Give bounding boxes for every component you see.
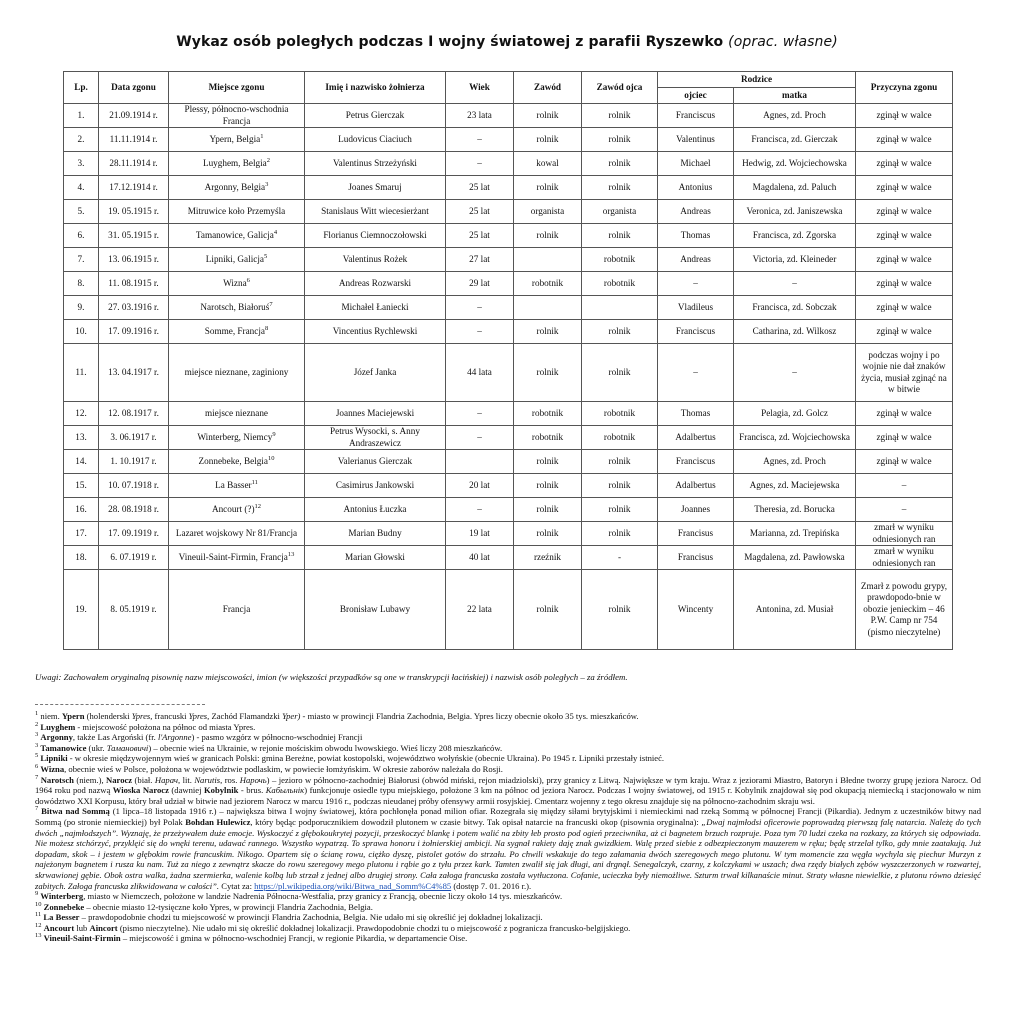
title-main: Wykaz osób poległych podczas I wojny światowej z parafii Ryszewko: [176, 34, 724, 50]
cell-wiek: 22 lata: [446, 570, 514, 650]
cell-zawod: rolnik: [514, 224, 582, 248]
cell-wiek: 29 lat: [446, 272, 514, 296]
cell-lp: 5.: [64, 200, 99, 224]
footnote-ref: 12: [254, 502, 262, 510]
footnote-number: 2: [35, 720, 39, 728]
footnote-ref: 8: [264, 324, 269, 332]
footnote-ref: 3: [265, 180, 269, 188]
cell-miejsce: Luyghem, Belgia$^2$: [169, 152, 305, 176]
footnote-ref: 1: [260, 132, 264, 140]
cell-matka: Francisca, zd. Gierczak: [734, 128, 856, 152]
cell-ojciec: –: [658, 344, 734, 402]
cell-zawod: rolnik: [514, 522, 582, 546]
cell-imie: Vincentius Rychlewski: [305, 320, 446, 344]
wikipedia-link[interactable]: https://pl.wikipedia.org/wiki/Bitwa_nad_Somm%C4%85: [254, 880, 452, 891]
cell-zawod-ojca: rolnik: [582, 570, 658, 650]
header-rodzice: Rodzice: [658, 72, 856, 88]
cell-ojciec: Vladileus: [658, 296, 734, 320]
cell-przyczyna: zginął w walce: [856, 152, 953, 176]
table-row: [64, 224, 953, 248]
table-row: [64, 248, 953, 272]
header-wiek: Wiek: [446, 72, 514, 104]
cell-miejsce: Francja: [169, 570, 305, 650]
cell-ojciec: Michael: [658, 152, 734, 176]
cell-zawod: rolnik: [514, 176, 582, 200]
header-lp: Lp.: [64, 72, 99, 104]
cell-wiek: –: [446, 320, 514, 344]
cell-matka: Hedwig, zd. Wojciechowska: [734, 152, 856, 176]
header-imie: Imię i nazwisko żołnierza: [305, 72, 446, 104]
footnote: [35, 743, 981, 754]
footnote-text: Ancourt lub Aincort (pismo nieczytelne). Nie udało mi się określić dokładnej lokalizacji. Prawdopodobnie chodzi tu o miejscowość z pogranicza francusko-belgijskiego.: [43, 922, 631, 933]
cell-zawod: organista: [514, 200, 582, 224]
cell-matka: Magdalena, zd. Paluch: [734, 176, 856, 200]
cell-zawod: rolnik: [514, 344, 582, 402]
cell-zawod-ojca: -: [582, 546, 658, 570]
footnote-text: Lipniki - w okresie międzywojennym wieś w granicach Polski: gmina Bereżne, powiat kostopolski, województwo wołyńskie (obecnie Ukraina). Po 1945 r. Lipniki przestały istnieć.: [40, 753, 665, 764]
cell-zawod-ojca: [582, 296, 658, 320]
cell-przyczyna: zginął w walce: [856, 224, 953, 248]
cell-zawod-ojca: rolnik: [582, 224, 658, 248]
cell-data: 8. 05.1919 r.: [99, 570, 169, 650]
cell-zawod-ojca: rolnik: [582, 152, 658, 176]
cell-zawod: rolnik: [514, 104, 582, 128]
cell-ojciec: Franciscus: [658, 320, 734, 344]
footnote-ref: 13: [287, 550, 295, 558]
cell-data: 27. 03.1916 r.: [99, 296, 169, 320]
cell-zawod-ojca: rolnik: [582, 344, 658, 402]
footnote-number: 1: [35, 710, 39, 718]
cell-matka: Francisca, zd. Sobczak: [734, 296, 856, 320]
footnote: [35, 923, 981, 934]
cell-ojciec: Thomas: [658, 224, 734, 248]
cell-przyczyna: zginął w walce: [856, 426, 953, 450]
footnotes: [35, 711, 981, 944]
cell-wiek: 25 lat: [446, 200, 514, 224]
cell-zawod-ojca: robotnik: [582, 402, 658, 426]
cell-data: 6. 07.1919 r.: [99, 546, 169, 570]
cell-przyczyna: zginął w walce: [856, 272, 953, 296]
footnote: [35, 711, 981, 722]
cell-imie: Valerianus Gierczak: [305, 450, 446, 474]
cell-imie: Andreas Rozwarski: [305, 272, 446, 296]
footnote-number: 5: [35, 752, 39, 760]
table-row: [64, 344, 953, 402]
table-row: [64, 450, 953, 474]
cell-matka: Francisca, zd. Wojciechowska: [734, 426, 856, 450]
cell-zawod: rolnik: [514, 498, 582, 522]
cell-miejsce: Mitruwice koło Przemyśla: [169, 200, 305, 224]
footnote-text: Argonny, także Las Argoński (fr. l'Argonne) - pasmo wzgórz w północno-wschodniej Francji: [40, 732, 363, 743]
cell-wiek: –: [446, 498, 514, 522]
footnote-separator: [35, 704, 205, 705]
cell-lp: 9.: [64, 296, 99, 320]
cell-zawod-ojca: robotnik: [582, 272, 658, 296]
cell-lp: 4.: [64, 176, 99, 200]
cell-miejsce: Lipniki, Galicja$^5$: [169, 248, 305, 272]
cell-matka: Marianna, zd. Trepińska: [734, 522, 856, 546]
cell-wiek: –: [446, 426, 514, 450]
cell-przyczyna: –: [856, 498, 953, 522]
cell-lp: 2.: [64, 128, 99, 152]
cell-lp: 1.: [64, 104, 99, 128]
cell-imie: Marian Głowski: [305, 546, 446, 570]
footnote-ref: 10: [267, 454, 275, 462]
cell-wiek: –: [446, 128, 514, 152]
cell-wiek: 25 lat: [446, 224, 514, 248]
cell-zawod: rolnik: [514, 320, 582, 344]
table-row: [64, 570, 953, 650]
header-zawod: Zawód: [514, 72, 582, 104]
footnote-ref: 9: [272, 430, 276, 438]
cell-lp: 12.: [64, 402, 99, 426]
cell-data: 19. 05.1915 r.: [99, 200, 169, 224]
header-miejsce: Miejsce zgonu: [169, 72, 305, 104]
cell-przyczyna: Zmarł z powodu grypy, prawdopodo-bnie w obozie jenieckim – 46 P.W. Camp nr 754 (pismo nieczytelne): [856, 570, 953, 650]
cell-imie: Valentinus Strzeżyński: [305, 152, 446, 176]
cell-miejsce: La Basser$^{11}$: [169, 474, 305, 498]
cell-wiek: 27 lat: [446, 248, 514, 272]
cell-wiek: 23 lata: [446, 104, 514, 128]
cell-miejsce: Plessy, północno-wschodnia Francja: [169, 104, 305, 128]
page-title: [0, 34, 1014, 50]
footnote: [35, 732, 981, 743]
table-row: [64, 200, 953, 224]
cell-zawod-ojca: rolnik: [582, 522, 658, 546]
cell-zawod: robotnik: [514, 402, 582, 426]
table-row: [64, 546, 953, 570]
footnote-ref: 11: [251, 478, 258, 486]
header-data: Data zgonu: [99, 72, 169, 104]
cell-matka: Pelagia, zd. Golcz: [734, 402, 856, 426]
cell-lp: 7.: [64, 248, 99, 272]
cell-lp: 11.: [64, 344, 99, 402]
table-row: [64, 296, 953, 320]
table-row: [64, 426, 953, 450]
cell-ojciec: Francisus: [658, 522, 734, 546]
cell-imie: Florianus Ciemnoczołowski: [305, 224, 446, 248]
cell-imie: Petrus Wysocki, s. Anny Andraszewicz: [305, 426, 446, 450]
cell-matka: Francisca, zd. Zgorska: [734, 224, 856, 248]
footnote-number: 6: [35, 763, 39, 771]
cell-miejsce: Wizna$^6$: [169, 272, 305, 296]
cell-ojciec: Wincenty: [658, 570, 734, 650]
cell-lp: 18.: [64, 546, 99, 570]
cell-przyczyna: zginął w walce: [856, 104, 953, 128]
cell-przyczyna: –: [856, 474, 953, 498]
cell-imie: Petrus Gierczak: [305, 104, 446, 128]
cell-wiek: 25 lat: [446, 176, 514, 200]
remarks-note: Uwagi: Zachowałem oryginalną pisownię nazw miejscowości, imion (w większości przypadków są one w transkrypcji łacińskiej) i nazwisk osób poległych – za źródłem.: [35, 672, 628, 682]
cell-lp: 6.: [64, 224, 99, 248]
footnote: [35, 722, 981, 733]
cell-ojciec: –: [658, 272, 734, 296]
cell-matka: Agnes, zd. Proch: [734, 104, 856, 128]
cell-przyczyna: zginął w walce: [856, 128, 953, 152]
cell-przyczyna: podczas wojny i po wojnie nie dał znaków życia, musiał zginąć na w bitwie: [856, 344, 953, 402]
cell-zawod-ojca: organista: [582, 200, 658, 224]
cell-przyczyna: zginął w walce: [856, 248, 953, 272]
cell-przyczyna: zginął w walce: [856, 296, 953, 320]
cell-imie: Valentinus Rożek: [305, 248, 446, 272]
cell-zawod-ojca: rolnik: [582, 474, 658, 498]
cell-lp: 16.: [64, 498, 99, 522]
cell-miejsce: Vineuil-Saint-Firmin, Francja$^{13}$: [169, 546, 305, 570]
header-matka: matka: [734, 88, 856, 104]
footnote-text: Bitwa nad Sommą (1 lipca–18 listopada 1916 r.) – największa bitwa I wojny światowej, która pochłonęła ponad milion ofiar. Rozegrała się między siłami brytyjskimi i niemieckimi nad rzeką Sommą w północnej Francji (Pikardia). Jednym z uczestników bitwy nad Sommą (po stronie niemieckiej) był Polak Bohdan Hulewicz, który będąc podporucznikiem dowodził plutonem w czasie bitwy. Tak opisał natarcie na francuski okop (pisownia oryginalna): „Dwaj najmłodsi oficerowie poprowadzą pierwszą falę natarcia. Należę do tych dwóch „najmłodszych”. Wyznaję, że przeżywałem duże emocje. Wyskoczyć z głębokoukrytej pozycji, przeskoczyć blankę i potem walić na zbity łeb prosto pod ogień przeciwnika, aż ci bagnetem brzuch rozpruje. Poza tym 70 ludzi czeka na rozkazy, za których się odpowiada. Nie możesz stchórzyć, przyklęić się do wnęki terenu, udawać rannego. Wszystko wypatrzą. To sprawa honoru i żołnierskiej ambicji. Na sygnał rakiety daję znak gwizdkiem. Walę przed siebie z odbezpieczonym mauzerem w ręku; będę strzelał tylko, gdy mnie zaatakują. Już dopadam, skok – i jestem w głębokim rowie francuskim. Nikogo. Opartem się o ścianę rowu, ciężko dyszę, pistolet gotów do strzału. Po chwili wskakuje do tego załamania dwóch szeregowych mego plutonu. W tym momencie zza węgła wychyla się piechur Murzyn z najeżonym bagnetem i rusza ku nam. Tuż za niego z zewnątrz skacze do rowu szeregowy mego plutonu i rąbie go z tyłu przez kark. Tamten zwalił się jak długi, ani drgnął. Senegalczyk, czarny, z kolczykami w uszach; dwa rzędy białych zębów wyszczerzonych w rozwartej, skrwawionej gębie. Obok ostra walka, żadna szermierka, walenie kolbą lub strzał z jednej albo drugiej strony. Cała załoga francuska została wytłuczona. Cofanie, ucieczka były niemożliwe. Szturm trwał kilkanaście minut. Straty własne niewielkie, z plutonu równo dziesięć zabitych. Załoga francuska zlikwidowana w całości”. Cytat za: https://pl.wikipedia.org/wiki/Bitwa_nad_Somm%C4%85 (dostęp 7. 01. 2016 r.).: [35, 806, 982, 891]
cell-zawod: rolnik: [514, 450, 582, 474]
cell-wiek: –: [446, 402, 514, 426]
cell-zawod: [514, 248, 582, 272]
footnote-ref: 7: [269, 300, 273, 308]
cell-imie: Casimirus Jankowski: [305, 474, 446, 498]
cell-data: 17. 09.1919 r.: [99, 522, 169, 546]
cell-przyczyna: zmarł w wyniku odniesionych ran: [856, 546, 953, 570]
cell-data: 12. 08.1917 r.: [99, 402, 169, 426]
cell-imie: Michałel Łaniecki: [305, 296, 446, 320]
footnote: [35, 902, 981, 913]
cell-miejsce: Argonny, Belgia$^3$: [169, 176, 305, 200]
cell-data: 13. 04.1917 r.: [99, 344, 169, 402]
cell-zawod-ojca: rolnik: [582, 498, 658, 522]
cell-imie: Antonius Łuczka: [305, 498, 446, 522]
cell-przyczyna: zmarł w wyniku odniesionych ran: [856, 522, 953, 546]
footnote-number: 3: [35, 731, 39, 739]
cell-zawod: rolnik: [514, 570, 582, 650]
cell-lp: 10.: [64, 320, 99, 344]
cell-imie: Józef Janka: [305, 344, 446, 402]
footnote-text: Zonnebeke – obecnie miasto 12-tysięczne koło Ypres, w prowincji Flandria Zachodnia, Belgia.: [43, 901, 373, 912]
cell-miejsce: miejsce nieznane: [169, 402, 305, 426]
cell-matka: Theresia, zd. Borucka: [734, 498, 856, 522]
cell-zawod-ojca: rolnik: [582, 104, 658, 128]
title-sub: (oprac. własne): [728, 34, 838, 50]
cell-imie: Bronisław Lubawy: [305, 570, 446, 650]
cell-matka: Agnes, zd. Maciejewska: [734, 474, 856, 498]
cell-ojciec: Antonius: [658, 176, 734, 200]
footnote-number: 7: [35, 805, 39, 813]
footnote: [35, 912, 981, 923]
footnote-ref: 4: [273, 228, 278, 236]
footnote-ref: 5: [263, 252, 268, 260]
cell-lp: 17.: [64, 522, 99, 546]
cell-data: 21.09.1914 r.: [99, 104, 169, 128]
cell-lp: 8.: [64, 272, 99, 296]
cell-ojciec: Thomas: [658, 402, 734, 426]
cell-data: 31. 05.1915 r.: [99, 224, 169, 248]
cell-data: 10. 07.1918 r.: [99, 474, 169, 498]
cell-imie: Marian Budny: [305, 522, 446, 546]
footnote-ref: 2: [266, 156, 271, 164]
footnote-text: Winterberg, miasto w Niemczech, położone w landzie Nadrenia Północna-Westfalia, przy granicy z Francją, obecnie liczy około 14 tys. mieszkańców.: [40, 891, 563, 902]
footnote-ref: 6: [246, 276, 250, 284]
cell-ojciec: Andreas: [658, 248, 734, 272]
cell-matka: Antonina, zd. Musiał: [734, 570, 856, 650]
cell-lp: 14.: [64, 450, 99, 474]
cell-data: 11.11.1914 r.: [99, 128, 169, 152]
cell-wiek: [446, 450, 514, 474]
footnote-text: La Besser – prawdopodobnie chodzi tu miejscowość w prowincji Flandria Zachodnia, Belgia. Nie udało mi się określić jej dokładnej lokalizacji.: [43, 912, 543, 923]
cell-imie: Stanislaus Witt wiecesierżant: [305, 200, 446, 224]
cell-matka: Victoria, zd. Kleineder: [734, 248, 856, 272]
cell-miejsce: Ancourt (?)$^{12}$: [169, 498, 305, 522]
cell-ojciec: Joannes: [658, 498, 734, 522]
cell-ojciec: Adalbertus: [658, 474, 734, 498]
cell-zawod: rolnik: [514, 128, 582, 152]
footnote-text: Wizna, obecnie wieś w Polsce, położona w województwie podlaskim, w powiecie łomżyńskim. W okresie zaborów należała do Rosji.: [40, 763, 503, 774]
cell-imie: Joannes Maciejewski: [305, 402, 446, 426]
footnote-text: Narotsch (niem.), Narocz (biał. Нарач, lit. Narutis, ros. Нарочь) – jezioro w północno-zachodniej Białorusi (obwód miński, rejon miadziolski), przy granicy z Litwą. Największe w tym kraju. Wraz z jeziorami Miastro, Batoryn i Błedne tworzy grupę jeziora Narocz. Od 1964 roku pod nazwą Wioska Narocz (dawniej Kobylnik - brus. Кабыльнік) funkcjonuje osiedle typu miejskiego, położone 3 km na północ od jeziora Narocz. Podczas I wojny światowej, od 1915 r. Kobylnik znajdował się pod okupacją niemiecką i stacjonowało w nim dowództwo XXI Korpusu, który brał udział w bitwie nad jeziorem Narocz w marcu 1916 r., podczas nieudanej próby ofensywy armii rosyjskiej. Cmentarz wojenny z tego okresu znajduje się na północno-zachodnim skraju wsi.: [35, 774, 981, 806]
cell-matka: –: [734, 272, 856, 296]
cell-miejsce: miejsce nieznane, zaginiony: [169, 344, 305, 402]
table-row: [64, 152, 953, 176]
cell-wiek: 20 lat: [446, 474, 514, 498]
footnote: [35, 764, 981, 775]
cell-lp: 13.: [64, 426, 99, 450]
cell-przyczyna: zginął w walce: [856, 176, 953, 200]
footnote-text: Luyghem - miejscowość położona na północ od miasta Ypres.: [40, 721, 256, 732]
cell-wiek: 44 lata: [446, 344, 514, 402]
footnote: [35, 775, 981, 807]
cell-miejsce: Narotsch, Białoruś$^7$: [169, 296, 305, 320]
table-row: [64, 498, 953, 522]
cell-data: 28.11.1914 r.: [99, 152, 169, 176]
table-row: [64, 320, 953, 344]
cell-wiek: –: [446, 296, 514, 320]
cell-data: 3. 06.1917 r.: [99, 426, 169, 450]
cell-imie: Joanes Smaruj: [305, 176, 446, 200]
cell-matka: Magdalena, zd. Pawłowska: [734, 546, 856, 570]
cell-data: 17. 09.1916 r.: [99, 320, 169, 344]
footnote-number: 7: [35, 773, 39, 781]
cell-ojciec: Francisus: [658, 546, 734, 570]
cell-zawod: rolnik: [514, 474, 582, 498]
cell-zawod: kowal: [514, 152, 582, 176]
table-row: [64, 176, 953, 200]
cell-lp: 3.: [64, 152, 99, 176]
footnote-number: 10: [35, 900, 42, 908]
footnote-number: 11: [35, 911, 42, 919]
cell-data: 28. 08.1918 r.: [99, 498, 169, 522]
footnote: [35, 806, 981, 891]
table-row: [64, 402, 953, 426]
table-row: [64, 128, 953, 152]
cell-matka: Catharina, zd. Wilkosz: [734, 320, 856, 344]
cell-data: 1. 10.1917 r.: [99, 450, 169, 474]
cell-zawod-ojca: rolnik: [582, 128, 658, 152]
cell-matka: Veronica, zd. Janiszewska: [734, 200, 856, 224]
table-row: [64, 104, 953, 128]
cell-zawod-ojca: rolnik: [582, 320, 658, 344]
table-body: [64, 104, 953, 650]
table-row: [64, 474, 953, 498]
cell-matka: Agnes, zd. Proch: [734, 450, 856, 474]
cell-zawod: robotnik: [514, 272, 582, 296]
cell-ojciec: Adalbertus: [658, 426, 734, 450]
cell-miejsce: Ypern, Belgia$^1$: [169, 128, 305, 152]
footnote-number: 9: [35, 890, 39, 898]
cell-przyczyna: zginął w walce: [856, 320, 953, 344]
cell-matka: –: [734, 344, 856, 402]
footnote-text: Tamanowice (ukr. Тамановичі) – obecnie wieś na Ukrainie, w rejonie mościskim obwodu lwowskiego. Wieś liczy 208 mieszkańców.: [40, 742, 503, 753]
cell-miejsce: Tamanowice, Galicja$^4$: [169, 224, 305, 248]
cell-ojciec: Franciscus: [658, 104, 734, 128]
casualties-table: [63, 71, 953, 650]
footnote: [35, 933, 981, 944]
cell-lp: 19.: [64, 570, 99, 650]
cell-wiek: –: [446, 152, 514, 176]
cell-imie: Ludovicus Ciaciuch: [305, 128, 446, 152]
cell-data: 13. 06.1915 r.: [99, 248, 169, 272]
footnote-number: 3: [35, 741, 39, 749]
footnote-number: 12: [35, 922, 42, 930]
cell-przyczyna: zginął w walce: [856, 200, 953, 224]
cell-zawod-ojca: robotnik: [582, 248, 658, 272]
cell-ojciec: Franciscus: [658, 450, 734, 474]
cell-zawod: [514, 296, 582, 320]
cell-zawod: rzeźnik: [514, 546, 582, 570]
cell-miejsce: Somme, Francja$^8$: [169, 320, 305, 344]
table-row: [64, 272, 953, 296]
table-row: [64, 522, 953, 546]
cell-ojciec: Valentinus: [658, 128, 734, 152]
header-zawod-ojca: Zawód ojca: [582, 72, 658, 104]
cell-wiek: 19 lat: [446, 522, 514, 546]
cell-miejsce: Winterberg, Niemcy$^9$: [169, 426, 305, 450]
cell-przyczyna: zginął w walce: [856, 450, 953, 474]
cell-miejsce: Zonnebeke, Belgia$^{10}$: [169, 450, 305, 474]
header-ojciec: ojciec: [658, 88, 734, 104]
footnote-number: 13: [35, 932, 42, 940]
cell-przyczyna: zginął w walce: [856, 402, 953, 426]
cell-lp: 15.: [64, 474, 99, 498]
footnote-text: Vineuil-Saint-Firmin – miejscowość i gmina w północno-wschodniej Francji, w regionie Pikardia, w departamencie Oise.: [43, 933, 468, 944]
cell-data: 17.12.1914 r.: [99, 176, 169, 200]
cell-zawod-ojca: robotnik: [582, 426, 658, 450]
cell-miejsce: Lazaret wojskowy Nr 81/Francja: [169, 522, 305, 546]
footnote-text: niem. Ypern (holenderski Ypres, francuski Ypres, Zachód Flamandzki Yper) - miasto w prowincji Flandria Zachodnia, Belgia. Ypres liczy obecnie około 35 tys. mieszkańców.: [38, 711, 639, 721]
cell-wiek: 40 lat: [446, 546, 514, 570]
header-przyczyna: Przyczyna zgonu: [856, 72, 953, 104]
cell-data: 11. 08.1915 r.: [99, 272, 169, 296]
cell-zawod: robotnik: [514, 426, 582, 450]
cell-ojciec: Andreas: [658, 200, 734, 224]
cell-zawod-ojca: rolnik: [582, 176, 658, 200]
footnote: [35, 891, 981, 902]
footnote: [35, 753, 981, 764]
cell-zawod-ojca: rolnik: [582, 450, 658, 474]
